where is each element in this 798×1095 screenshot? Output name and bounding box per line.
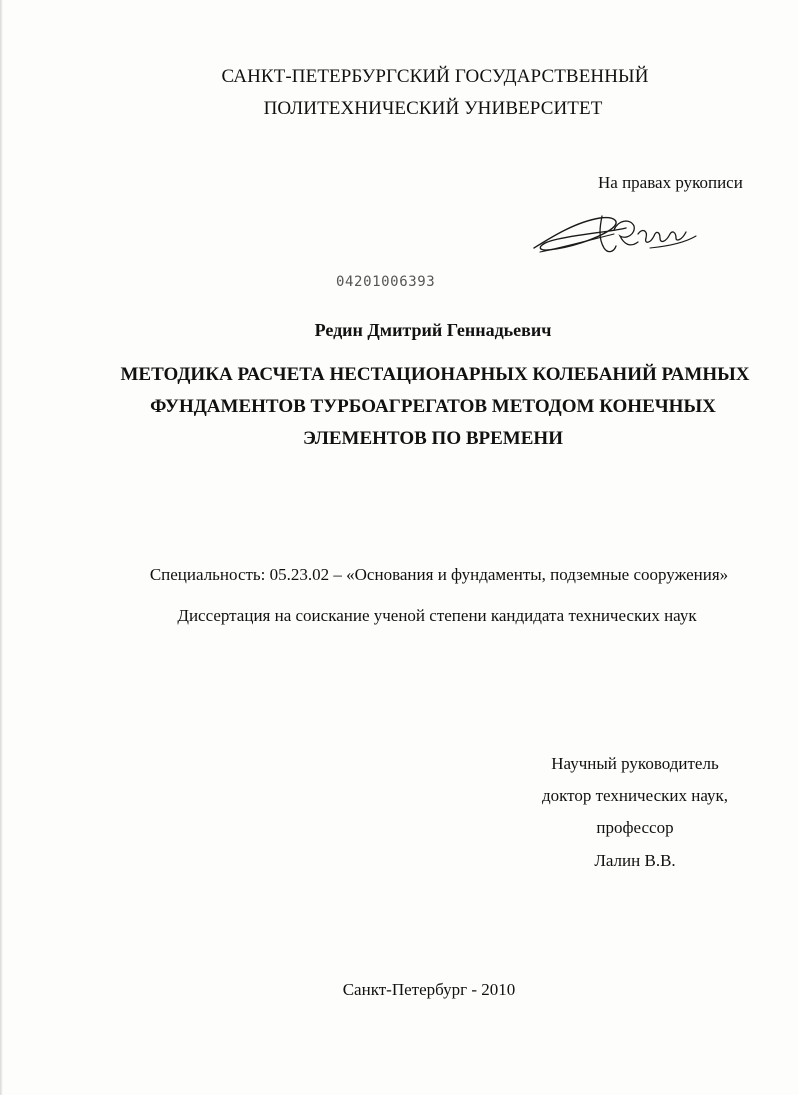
thesis-title-line3: ЭЛЕМЕНТОВ ПО ВРЕМЕНИ [303, 428, 563, 449]
supervisor-degree: доктор технических наук, [541, 786, 729, 805]
supervisor-role: Научный руководитель [551, 754, 719, 773]
specialty-line: Специальность: 05.23.02 – «Основания и фундаменты, подземные сооружения» [149, 565, 729, 584]
author-signature [530, 208, 700, 260]
catalog-number-stamp: 04201006393 [336, 274, 436, 290]
supervisor-name: Лалин В.В. [594, 851, 676, 870]
university-name-line1: САНКТ-ПЕТЕРБУРГСКИЙ ГОСУДАРСТВЕННЫЙ [221, 66, 649, 87]
university-name-line2: ПОЛИТЕХНИЧЕСКИЙ УНИВЕРСИТЕТ [263, 98, 603, 119]
thesis-title-line2: ФУНДАМЕНТОВ ТУРБОАГРЕГАТОВ МЕТОДОМ КОНЕЧНЫХ [150, 396, 716, 417]
supervisor-rank: профессор [596, 818, 674, 837]
author-name: Редин Дмитрий Геннадьевич [314, 320, 552, 340]
thesis-title-line1: МЕТОДИКА РАСЧЕТА НЕСТАЦИОНАРНЫХ КОЛЕБАНИЙ РАМНЫХ [120, 364, 750, 385]
thesis-type-line: Диссертация на соискание ученой степени кандидата технических наук [177, 606, 697, 625]
manuscript-rights-note: На правах рукописи [598, 173, 743, 192]
scan-edge-shadow [0, 0, 3, 1095]
city-year: Санкт-Петербург - 2010 [342, 980, 516, 999]
